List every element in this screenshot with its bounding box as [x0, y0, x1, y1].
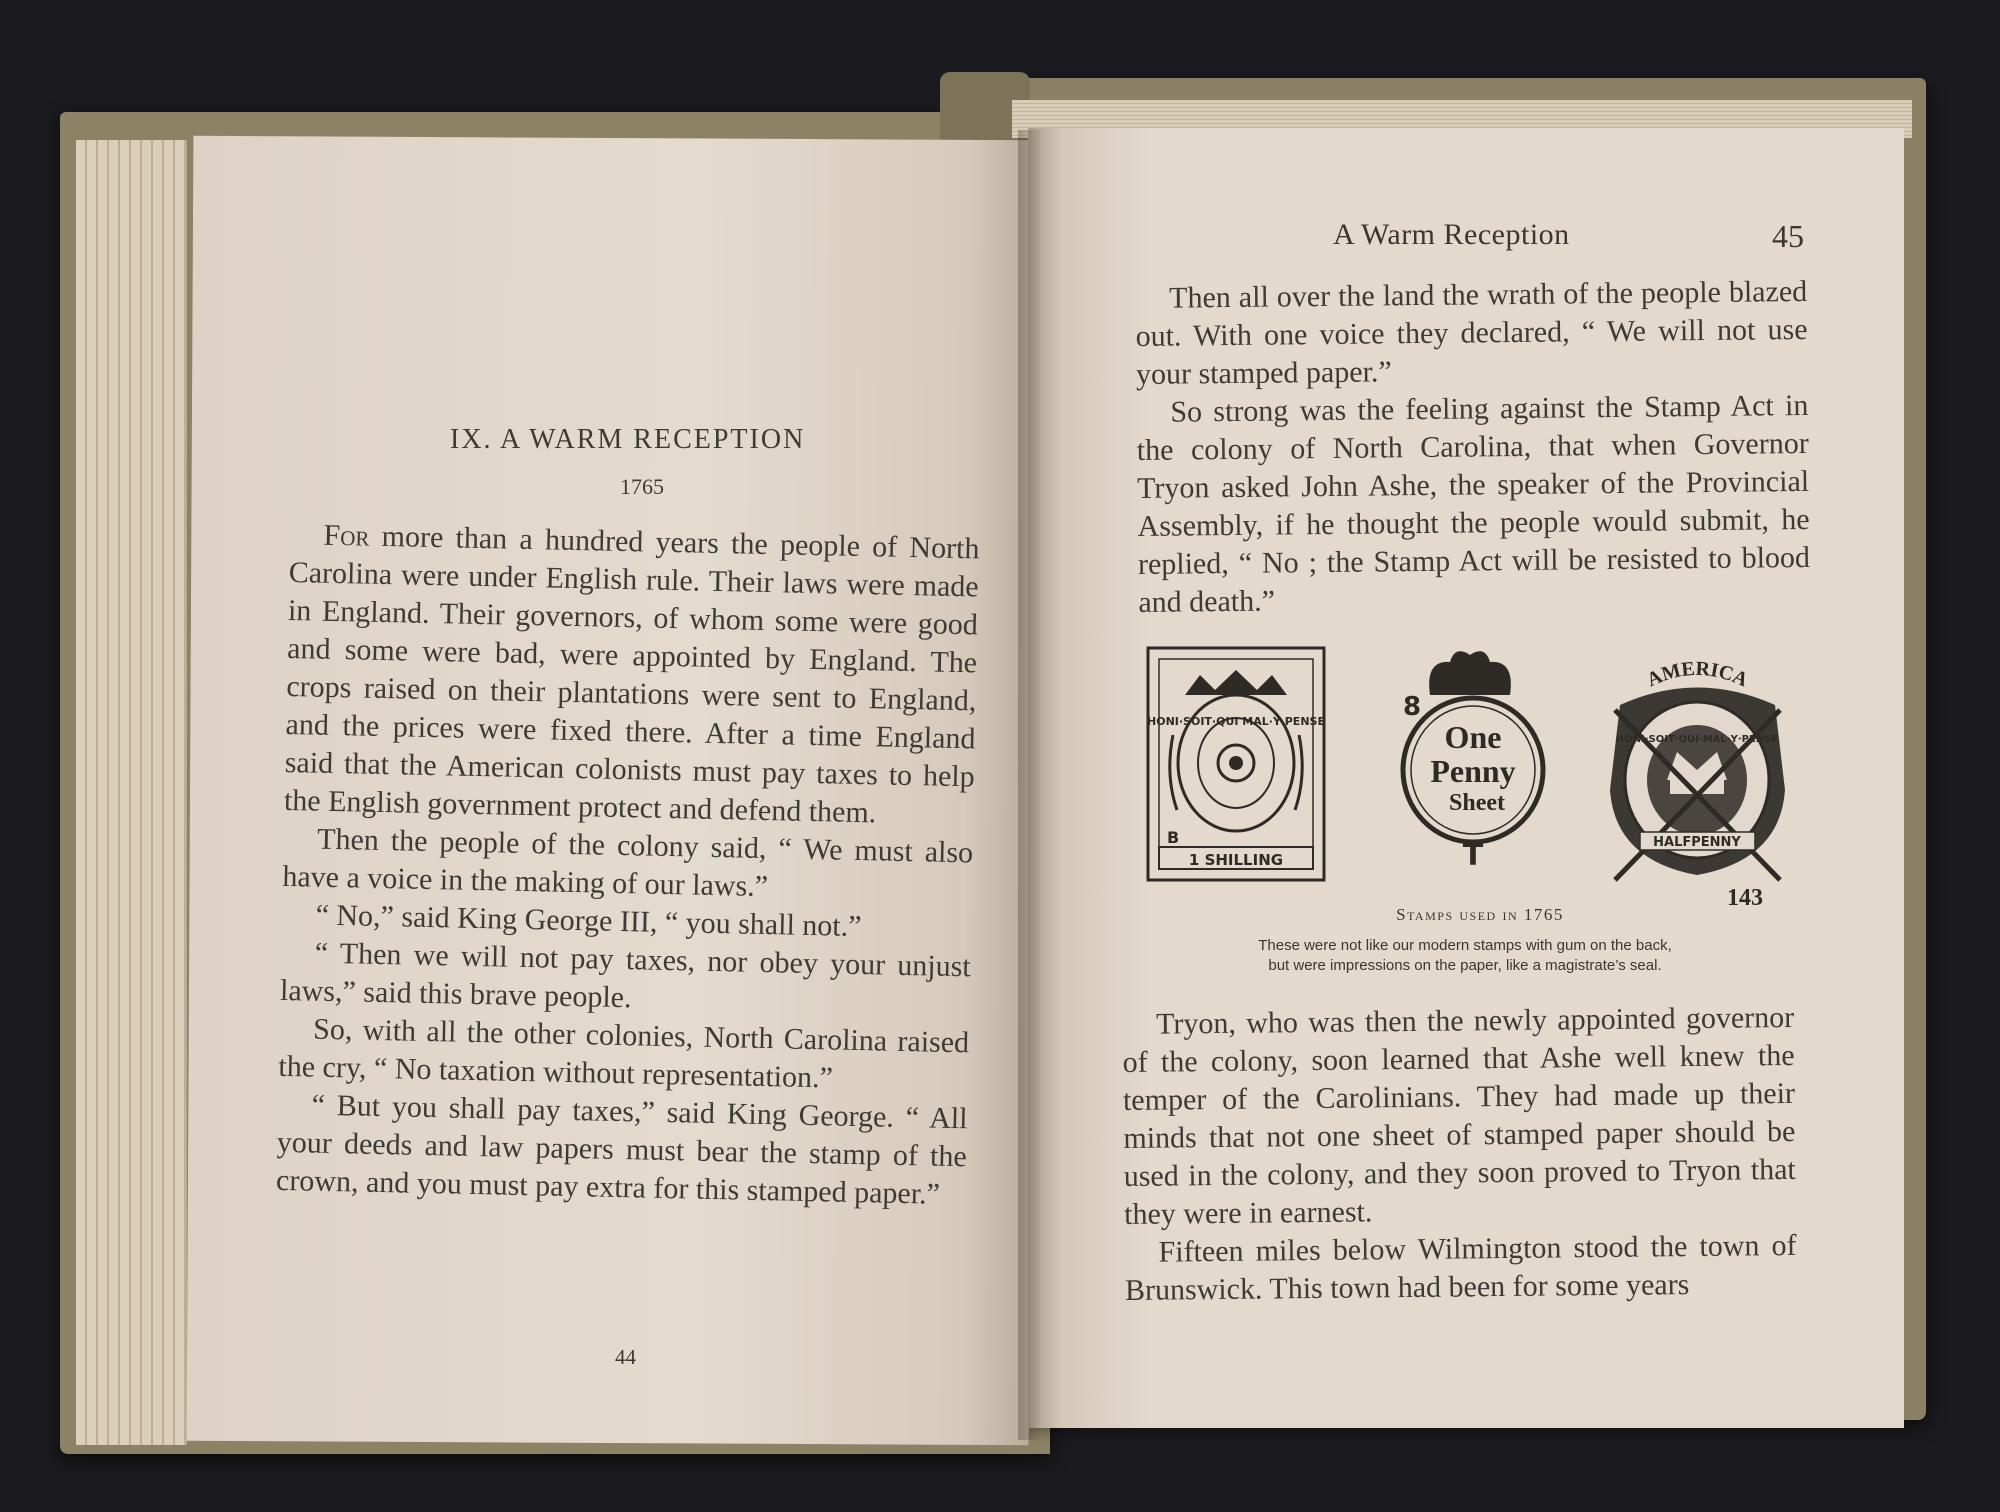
stamp3-value: HALFPENNY	[1653, 835, 1741, 850]
stamp1-letter: B	[1167, 828, 1180, 847]
paragraph-text: more than a hundred years the people of North Carolina were under English rule. Their laws were made in England. Their governors, of whom some were good and some were bad, were appointed by England. The crops raised on their plantations were sent to England, and the prices were fixed there. After a time England said that the American colonists must pay taxes to help the English government protect and defend them.	[283, 519, 980, 830]
paragraph: Tryon, who was then the newly appointed governor of the colony, soon learned that Ashe well knew the temper of the Carolinians. They had made up their minds that not one sheet of stamped paper should be used in the colony, and they soon proved to Tryon that they were in earnest.	[1122, 1000, 1796, 1231]
stamp3-arc: AMERICA	[1643, 657, 1752, 692]
stamp3-number: 143	[1727, 885, 1763, 910]
penny-stamp-illustration	[1385, 640, 1555, 870]
america-stamp-illustration	[1600, 640, 1795, 910]
paragraph: So strong was the feeling against the Stamp Act in the colony of North Carolina, that when Governor Tryon asked John Ashe, the speaker of the Provincial Assembly, if he thought the people would submit, he replied, “ No ; the Stamp Act will be resisted to blood and death.”	[1136, 388, 1811, 619]
stamp2-line1: One	[1444, 719, 1502, 755]
paragraph	[284, 516, 980, 834]
page-edges-left	[76, 140, 187, 1445]
paragraph: So, with all the other colonies, North Carolina raised the cry, “ No taxation without representation.”	[278, 1012, 970, 1095]
paragraph: “ Then we will not pay taxes, nor obey your unjust laws,” said this brave people.	[279, 936, 972, 1015]
book-gutter	[1018, 130, 1040, 1440]
stamp1-motto: HONI·SOIT·QUI MAL·Y PENSE	[1147, 715, 1325, 728]
paragraph: Then the people of the colony said, “ We must also have a voice in the making of our laws.”	[282, 822, 974, 904]
chapter-title: IX. A WARM RECEPTION	[450, 424, 806, 455]
stamp2-line2: Penny	[1430, 753, 1516, 789]
page-number-left: 44	[615, 1345, 636, 1369]
paragraph: “ No,” said King George III, “ you shall not.”	[315, 898, 862, 944]
figure-note	[1185, 936, 1745, 976]
page-number-right: 45	[1772, 218, 1804, 254]
running-head: A Warm Reception	[1333, 218, 1570, 251]
left-body-text	[276, 516, 980, 1214]
chapter-year: 1765	[620, 474, 664, 499]
stamp2-letter: T	[1462, 838, 1484, 870]
figure-note-line: but were impressions on the paper, like a magistrate’s seal.	[1268, 957, 1662, 974]
drop-lead: For	[323, 518, 370, 553]
right-body-text-top	[1135, 273, 1811, 622]
figure-caption: Stamps used in 1765	[1396, 905, 1564, 924]
stamp3-motto: HONI·SOIT·QUI·MAL·Y·PENSE	[1615, 734, 1779, 745]
stamp1-value: 1 SHILLING	[1188, 851, 1284, 869]
figure-note-line: These were not like our modern stamps with gum on the back,	[1258, 937, 1672, 954]
right-body-text-bottom	[1122, 999, 1797, 1310]
stamp2-line3: Sheet	[1449, 790, 1505, 816]
paragraph: Fifteen miles below Wilmington stood the town of Brunswick. This town had been for some years	[1124, 1228, 1797, 1307]
paragraph: Then all over the land the wrath of the people blazed out. With one voice they declared, “ We will not use your stamped paper.”	[1135, 274, 1808, 391]
stamp2-numeral: 8	[1403, 692, 1422, 722]
shilling-stamp-illustration	[1145, 645, 1327, 883]
paragraph: “ But you shall pay taxes,” said King George. “ All your deeds and law papers must bear the stamp of the crown, and you must pay extra for this stamped paper.”	[275, 1088, 968, 1211]
